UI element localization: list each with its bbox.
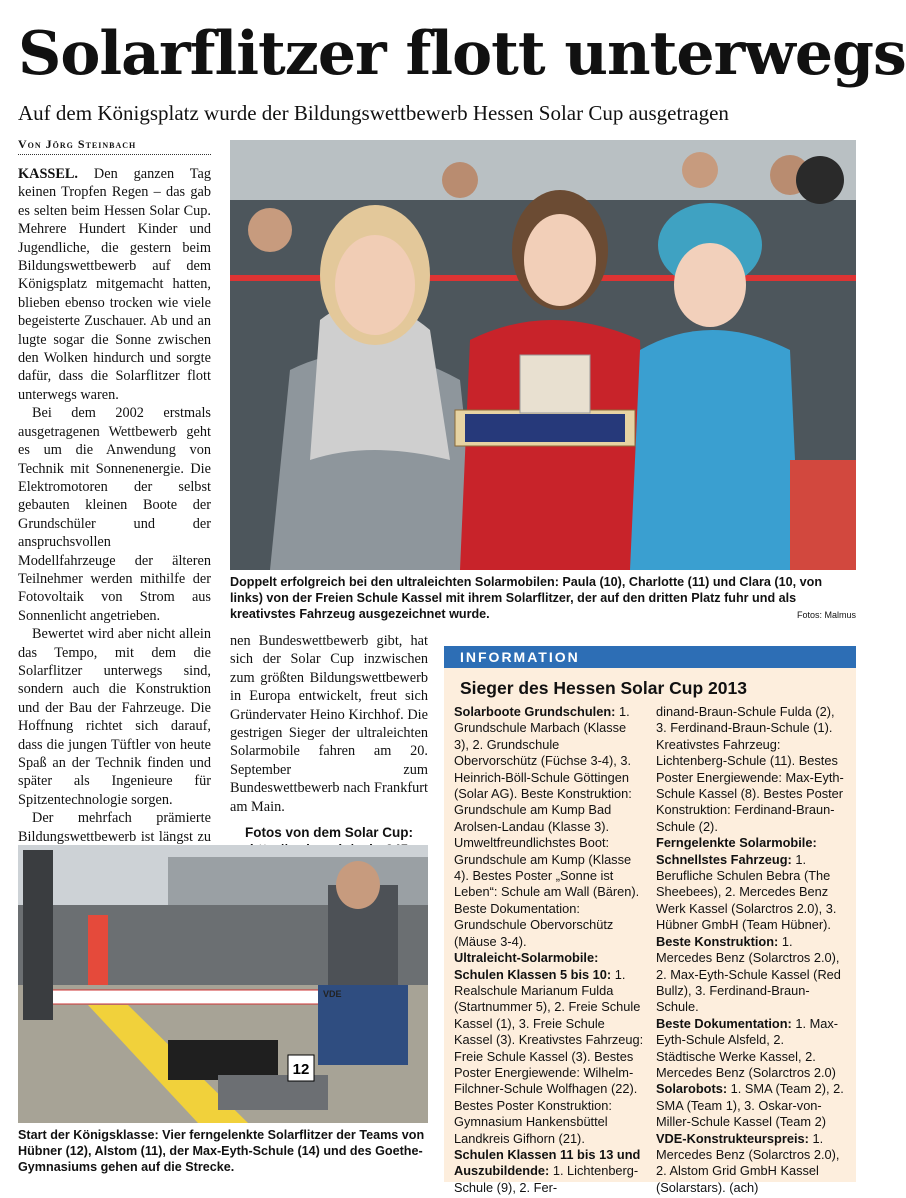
paragraph-text: Den ganzen Tag keinen Tropfen Regen – das gab es selten beim Hessen Solar Cup. Mehrere Hundert Kinder und Jugendliche, die gestern beim Bildungswettbewerb auf dem Königsplatz mitgemacht hatten, blieben ebenso trocken wie viele begeisterte Zuschauer. Ab und an lugte sogar die Sonne zwischen den Wolken hindurch und sorgte dafür, dass die Solarflitzer flott unterwegs waren. xyxy=(18,166,211,403)
info-box xyxy=(444,646,856,1195)
info-entry-heading: Beste Konstruktion: xyxy=(656,933,779,949)
info-entry xyxy=(656,704,846,835)
info-entry-heading: Ultraleicht-Solarmobile: Schulen Klassen 5 bis 10: xyxy=(454,950,612,982)
banner-text: VDE xyxy=(323,989,342,999)
article-paragraph-2: Bei dem 2002 erstmals ausgetragenen Wettbewerb geht es um die Anwendung von Technik mit Sonnenenergie. Die Elektromotoren der selbst gebauten kleinen Boote der Grundschüler und der anspruchsvollen Modellfahrzeuge der älteren Teilnehmer werden mithilfe der Fotovoltaik von Strom aus Sonnenlicht angetrieben. xyxy=(18,405,211,624)
info-column-2 xyxy=(656,704,846,1196)
article-column-2 xyxy=(230,632,428,841)
info-entry xyxy=(656,1131,846,1197)
info-entry xyxy=(656,934,846,1016)
info-entry xyxy=(656,1016,846,1082)
second-photo-caption: Start der Königsklasse: Vier ferngelenkte Solarflitzer der Teams von Hübner (12), Alstom (11), der Max-Eyth-Schule (14) und des Goethe-Gymnasiums gehen auf die Strecke. xyxy=(18,1128,425,1174)
info-entry-text: 1. Lichtenberg-Schule (9), 2. Fer- xyxy=(454,1163,639,1195)
dateline: KASSEL. xyxy=(18,166,78,182)
main-photo-solar-girls xyxy=(230,140,856,570)
info-entry-heading: Solarobots: xyxy=(656,1081,728,1097)
article-paragraph-3: Bewertet wird aber nicht allein das Tempo, mit dem die Solarflitzer unterwegs sind, sondern auch die Konstruktion und der Bau der Fahrzeuge. Die Hoffnung richtet sich darauf, dass die jungen Tüftler von heute Spaß an der Technik finden und später als Ingenieure für Spitzentechnologie sorgen. xyxy=(18,626,211,808)
info-entry xyxy=(656,835,846,933)
article-column-1 xyxy=(18,165,211,845)
info-entry xyxy=(656,1081,846,1130)
info-entry-text: 1. SMA (Team 2), 2. SMA (Team 1), 3. Oskar-von-Miller-Schule Kassel (Team 2) xyxy=(656,1081,844,1130)
car-number: 12 xyxy=(292,1061,310,1078)
info-entry-heading: Ferngelenkte Solarmobile: Schnellstes Fahrzeug: xyxy=(656,835,817,867)
info-entry-heading: Beste Dokumentation: xyxy=(656,1015,792,1031)
second-photo-illustration xyxy=(18,845,428,1123)
info-entry-heading: VDE-Konstrukteurspreis: xyxy=(656,1130,809,1146)
info-entry-text: 1. Mercedes Benz (Solarctros 2.0), 2. Alstom Grid GmbH Kassel (Solarstars). (ach) xyxy=(656,1130,840,1195)
info-entry-heading: Schulen Klassen 11 bis 13 und Auszubildende: xyxy=(454,1146,641,1179)
subline: Auf dem Königsplatz wurde der Bildungswettbewerb Hessen Solar Cup ausgetragen xyxy=(18,101,729,125)
info-entry-text: 1. Max-Eyth-Schule Alsfeld, 2. Städtische Werke Kassel, 2. Mercedes Benz (Solarctros 2.0) xyxy=(656,1015,839,1080)
article-paragraph-4: Der mehrfach prämierte Bildungswettbewerb ist längst zu xyxy=(18,810,211,845)
headline: Solarflitzer flott unterwegs xyxy=(18,19,906,89)
info-entry-text: 1. Berufliche Schulen Bebra (The Sheebees), 2. Mercedes Benz Werk Kassel (Solarctros 2.0), 3. Hübner GmbH (Team Hübner). xyxy=(656,851,837,933)
info-entry xyxy=(454,704,644,950)
info-entry-heading: Solarboote Grundschulen: xyxy=(454,704,616,719)
info-entry-text: 1. Grundschule Marbach (Klasse 3), 2. Grundschule Obervorschütz (Füchse 3-4), 3. Heinrich-Böll-Schule Göttingen (Solar AG). Beste Konstruktion: Grundschule am Kump Bad Arolsen-Landau (Klasse 3). Umweltfreundlichstes Boot: Grundschule am Kump (Klasse 4). Bestes Poster „Sonne ist Leben“: Schule am Wall (Bären). Beste Dokumentation: Grundschule Obervorschütz (Mäuse 3-4). xyxy=(454,704,640,949)
article-paragraph-1 xyxy=(18,165,211,404)
info-title: Sieger des Hessen Solar Cup 2013 xyxy=(460,678,747,698)
info-entry xyxy=(454,950,644,1147)
info-entry xyxy=(454,1147,644,1196)
byline: Von Jörg Steinbach xyxy=(18,137,211,155)
main-photo-caption: Doppelt erfolgreich bei den ultraleichten Solarmobilen: Paula (10), Charlotte (11) und Clara (10, von links) von der Freien Schule Kassel mit ihrem Solarflitzer, der auf den dritten Platz fuhr und als kreativstes Fahrzeug ausgezeichnet wurde. xyxy=(230,575,823,621)
info-entry-text: 1. Mercedes Benz (Solarctros 2.0), 2. Max-Eyth-Schule Kassel (Red Bullz), 3. Ferdinand-Braun-Schule. xyxy=(656,933,841,1015)
main-photo-illustration xyxy=(230,140,856,570)
info-entry-text: 1. Realschule Marianum Fulda (Startnummer 5), 2. Freie Schule Kassel (1), 3. Freie Schule Kassel (3). Kreativstes Fahrzeug: Freie Schule Kassel (3). Bestes Poster Energiewende: Wilhelm-Filchner-Schule Wolfhagen (22). Bestes Poster Konstruktion: Gymnasium Hankensbüttel Landkreis Gifhorn (21). xyxy=(454,966,644,1146)
photo-credit: Fotos: Malmus xyxy=(796,610,856,620)
info-column-1 xyxy=(454,704,644,1196)
photo-link-label: Fotos von dem Solar Cup: xyxy=(244,825,413,841)
info-label: INFORMATION xyxy=(444,646,856,668)
article-continuation: nen Bundeswettbewerb gibt, hat sich der Solar Cup inzwischen zum größten Bildungswettbewerb in Europa entwickelt, freut sich Gründervater Heino Kirchhof. Die gestrigen Sieger der ultraleichten Solarmobile fahren am 20. September zum Bundeswettbewerb nach Frankfurt am Main. xyxy=(230,633,428,815)
info-entry-text: dinand-Braun-Schule Fulda (2), 3. Ferdinand-Braun-Schule (1). Kreativstes Fahrzeug: Lichtenberg-Schule (11). Bestes Poster Energiewende: Max-Eyth-Schule Kassel (8). Bestes Poster Konstruktion: Ferdinand-Braun-Schule (2). xyxy=(656,704,844,834)
second-photo-race-start xyxy=(18,845,428,1123)
